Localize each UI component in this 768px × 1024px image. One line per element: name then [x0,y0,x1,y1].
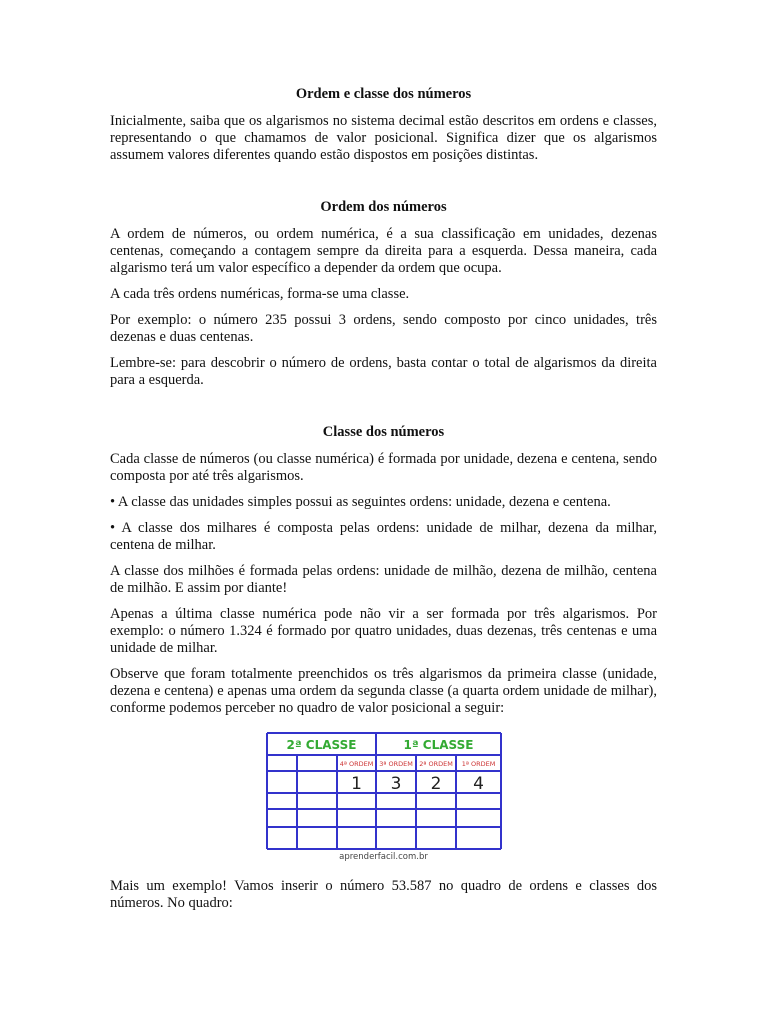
order-header: 4ª ORDEM [339,760,373,768]
digit-cell: 3 [390,774,401,794]
document-page [110,86,657,921]
class-header-2: 2ª CLASSE [286,738,356,752]
place-value-chart-figure [264,731,504,862]
section-title-ordem-e-classe: Ordem e classe dos números [295,86,472,102]
paragraph: A cada três ordens numéricas, forma-se uma classe. [110,286,410,302]
section-title-classe-dos-numeros: Classe dos números [322,424,445,440]
paragraph: Por exemplo: o número 235 possui 3 ordens, sendo composto por cinco unidades, três dezenas e duas centenas. [110,312,657,345]
digit-cell: 1 [350,774,362,794]
bullet-paragraph: • A classe das unidades simples possui as seguintes ordens: unidade, dezena e centena. [110,494,611,510]
order-header: 3ª ORDEM [378,760,413,768]
paragraph: A classe dos milhões é formada pelas ordens: unidade de milhão, dezena de milhão, centena de milhão. E assim por diante! [110,563,657,596]
class-header-1: 1ª CLASSE [403,738,473,752]
digit-cell: 2 [430,774,441,794]
paragraph: Inicialmente, saiba que os algarismos no sistema decimal estão descritos em ordens e classes, representando o que chamamos de valor posicional. Significa dizer que os algarismos assumem valores diferentes quando estão dispostos em posições distintas. [110,113,657,163]
paragraph: Lembre-se: para descobrir o número de ordens, basta contar o total de algarismos da direita para a esquerda. [110,355,657,388]
order-header: 1ª ORDEM [461,760,495,768]
paragraph: Mais um exemplo! Vamos inserir o número 53.587 no quadro de ordens e classes dos números. No quadro: [110,878,657,911]
paragraph: Observe que foram totalmente preenchidos os três algarismos da primeira classe (unidade, dezena e centena) e apenas uma ordem da segunda classe (a quarta ordem unidade de milhar), conforme podemos perceber no quadro de valor posicional a seguir: [110,666,657,716]
section-title-ordem-dos-numeros: Ordem dos números [320,199,447,215]
paragraph: Apenas a última classe numérica pode não vir a ser formada por três algarismos. Por exemplo: o número 1.324 é formado por quatro unidades, duas dezenas, três centenas e uma unidade de milhar. [110,606,657,656]
digit-cell: 4 [472,774,484,794]
bullet-paragraph: • A classe dos milhares é composta pelas ordens: unidade de milhar, dezena da milhar, centena de milhar. [110,520,657,553]
paragraph: Cada classe de números (ou classe numérica) é formada por unidade, dezena e centena, sendo composta por até três algarismos. [110,451,657,484]
figure-caption: aprenderfacil.com.br [339,852,428,862]
order-header: 2ª ORDEM [418,760,453,768]
paragraph: A ordem de números, ou ordem numérica, é a sua classificação em unidades, dezenas centenas, começando a contagem sempre da direita para a esquerda. Dessa maneira, cada algarismo terá um valor específico a depender da ordem que ocupa. [110,226,657,276]
place-value-chart [264,731,504,851]
